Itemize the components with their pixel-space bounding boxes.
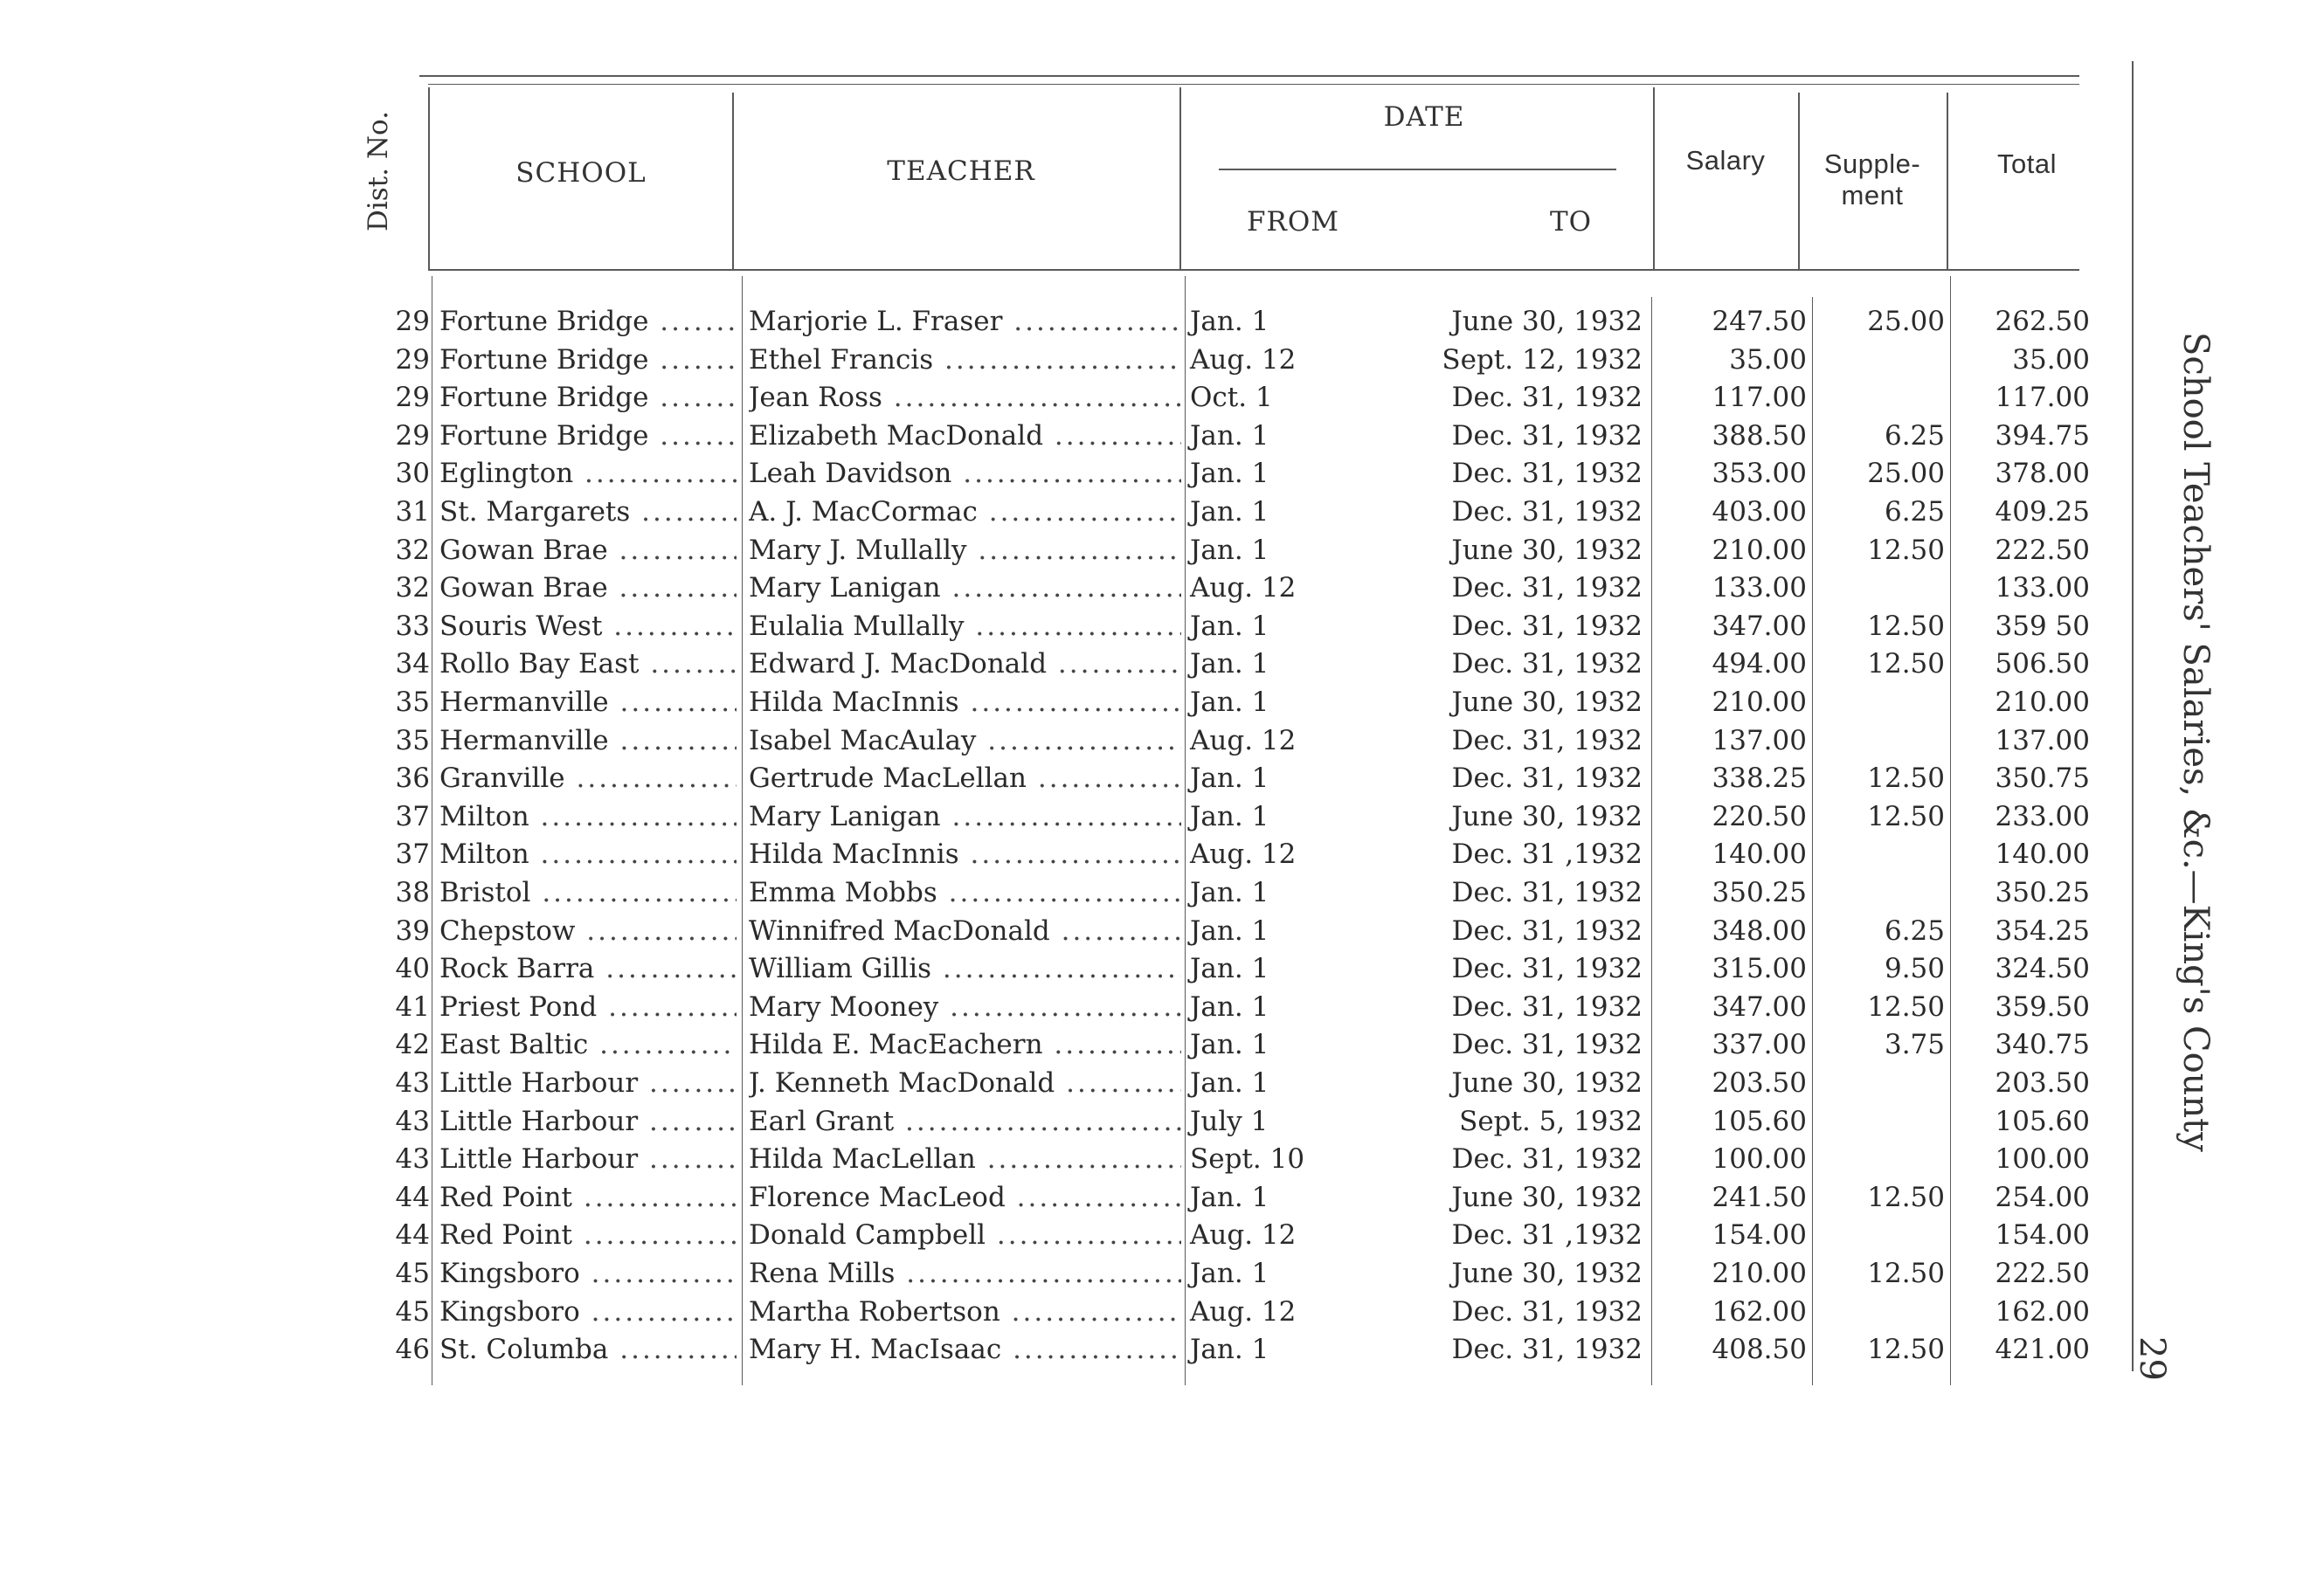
teacher-cell: Eulalia Mullally ..... [749,608,1181,646]
teacher-cell: Hilda E. MacEachern ..... [749,1026,1181,1065]
table-row [0,950,2324,989]
dist-cell: 32 [395,534,430,566]
teacher-cell: Mary J. Mullally ..... [749,532,1181,570]
salary-cell: 162.00 [1712,1295,1807,1328]
from-date-cell: Aug. 12 [1190,572,1297,604]
table-row [0,874,2324,913]
dist-cell: 45 [395,1258,430,1289]
supplement-cell: 12.50 [1867,800,1945,832]
from-date-cell: Aug. 12 [1190,1219,1297,1252]
supplement-cell: 12.50 [1867,534,1945,566]
header-bottom-rule [428,269,2079,271]
salary-cell: 210.00 [1712,687,1807,718]
from-date-cell: Jan. 1 [1190,648,1269,680]
school-cell: Souris West ..... [439,608,737,646]
total-cell: 154.00 [1995,1219,2090,1252]
table-row [0,1103,2324,1142]
to-date-cell: Sept. 12, 1932 [1442,343,1643,376]
total-cell: 421.00 [1995,1334,2090,1366]
to-date-cell: Dec. 31, 1932 [1451,877,1643,908]
from-date-cell: Jan. 1 [1190,1029,1269,1061]
total-cell: 35.00 [2012,343,2090,376]
teacher-cell: Earl Grant ..... [749,1103,1181,1142]
dist-cell: 39 [395,914,430,947]
salary-cell: 133.00 [1712,572,1807,604]
total-cell: 359.50 [1995,990,2090,1023]
teacher-cell: Mary Lanigan ..... [749,798,1181,837]
dist-cell: 44 [395,1181,430,1213]
dist-cell: 42 [395,1029,430,1061]
col-divider [1947,93,1948,269]
salary-cell: 154.00 [1712,1219,1807,1252]
supplement-cell: 12.50 [1867,762,1945,795]
total-cell: 133.00 [1995,572,2090,604]
salary-cell: 210.00 [1712,534,1807,566]
header-dist-no: Dist. No. [363,111,394,231]
total-cell: 324.50 [1995,953,2090,985]
total-cell: 222.50 [1995,534,2090,566]
to-date-cell: June 30, 1932 [1451,800,1643,832]
salary-cell: 203.50 [1712,1067,1807,1099]
header-teacher: TEACHER [887,155,1035,187]
from-date-cell: Jan. 1 [1190,496,1269,528]
from-date-cell: Jan. 1 [1190,687,1269,718]
to-date-cell: Dec. 31, 1932 [1451,458,1643,490]
salary-cell: 337.00 [1712,1029,1807,1061]
dist-cell: 40 [395,953,430,985]
table-row [0,493,2324,532]
table-row [0,760,2324,798]
dist-cell: 34 [395,648,430,680]
school-cell: St. Columba ..... [439,1331,737,1370]
to-date-cell: June 30, 1932 [1451,534,1643,566]
dist-cell: 35 [395,687,430,718]
to-date-cell: Dec. 31, 1932 [1451,762,1643,795]
to-date-cell: Dec. 31, 1932 [1451,724,1643,756]
table-row [0,379,2324,417]
to-date-cell: Dec. 31, 1932 [1451,1295,1643,1328]
header-to: TO [1550,206,1593,238]
from-date-cell: Aug. 12 [1190,343,1297,376]
supplement-cell: 6.25 [1884,419,1945,452]
supplement-cell: 25.00 [1867,306,1945,337]
teacher-cell: Ethel Francis ..... [749,342,1181,380]
table-row [0,532,2324,570]
supplement-cell: 6.25 [1884,496,1945,528]
from-date-cell: Jan. 1 [1190,306,1269,337]
teacher-cell: Mary H. MacIsaac ..... [749,1331,1181,1370]
page-number: 29 [2132,1336,2172,1381]
teacher-cell: Edward J. MacDonald ..... [749,645,1181,684]
teacher-cell: Donald Campbell ..... [749,1217,1181,1255]
dist-cell: 32 [395,572,430,604]
table-row [0,303,2324,342]
to-date-cell: Dec. 31, 1932 [1451,1143,1643,1176]
from-date-cell: Aug. 12 [1190,724,1297,756]
teacher-cell: Winnifred MacDonald ..... [749,913,1181,951]
dist-cell: 43 [395,1143,430,1176]
table-row [0,1141,2324,1179]
salary-cell: 403.00 [1712,496,1807,528]
header-supplement-line2: ment [1841,180,1904,210]
from-date-cell: Jan. 1 [1190,458,1269,490]
supplement-cell: 9.50 [1884,953,1945,985]
col-divider [1798,93,1800,269]
school-cell: Kingsboro ..... [439,1294,737,1332]
table-row [0,1065,2324,1103]
to-date-cell: June 30, 1932 [1451,1181,1643,1213]
school-cell: Little Harbour ..... [439,1103,737,1142]
school-cell: Hermanville ..... [439,722,737,761]
dist-cell: 44 [395,1219,430,1252]
table-row [0,798,2324,837]
to-date-cell: Dec. 31, 1932 [1451,382,1643,414]
salary-cell: 494.00 [1712,648,1807,680]
supplement-cell: 12.50 [1867,990,1945,1023]
dist-cell: 29 [395,343,430,376]
teacher-cell: Hilda MacLellan ..... [749,1141,1181,1179]
school-cell: Red Point ..... [439,1179,737,1218]
header-date: DATE [1383,101,1465,133]
table-row [0,1294,2324,1332]
teacher-cell: Marjorie L. Fraser ..... [749,303,1181,342]
to-date-cell: Dec. 31, 1932 [1451,1334,1643,1366]
from-date-cell: Oct. 1 [1190,382,1273,414]
from-date-cell: Jan. 1 [1190,1334,1269,1366]
teacher-cell: Mary Mooney ..... [749,989,1181,1027]
from-date-cell: Jan. 1 [1190,914,1269,947]
from-date-cell: Jan. 1 [1190,1067,1269,1099]
school-cell: Priest Pond ..... [439,989,737,1027]
total-cell: 378.00 [1995,458,2090,490]
from-date-cell: Jan. 1 [1190,1181,1269,1213]
dist-cell: 37 [395,838,430,871]
teacher-cell: Elizabeth MacDonald ..... [749,417,1181,456]
dist-cell: 35 [395,724,430,756]
salary-cell: 347.00 [1712,990,1807,1023]
total-cell: 254.00 [1995,1181,2090,1213]
top-rule-second [428,84,2079,85]
to-date-cell: Dec. 31, 1932 [1451,990,1643,1023]
salary-cell: 348.00 [1712,914,1807,947]
table-row [0,684,2324,722]
dist-cell: 37 [395,800,430,832]
supplement-cell: 12.50 [1867,1181,1945,1213]
to-date-cell: Dec. 31 ,1932 [1451,838,1643,871]
total-cell: 140.00 [1995,838,2090,871]
to-date-cell: June 30, 1932 [1451,306,1643,337]
school-cell: Fortune Bridge ..... [439,417,737,456]
total-cell: 506.50 [1995,648,2090,680]
table-row [0,569,2324,608]
header-from: FROM [1247,206,1340,238]
teacher-cell: Rena Mills ..... [749,1255,1181,1294]
salary-cell: 315.00 [1712,953,1807,985]
school-cell: Rock Barra ..... [439,950,737,989]
total-cell: 233.00 [1995,800,2090,832]
salary-cell: 210.00 [1712,1258,1807,1289]
table-row [0,342,2324,380]
col-divider [1179,87,1181,269]
from-date-cell: Aug. 12 [1190,838,1297,871]
total-cell: 100.00 [1995,1143,2090,1176]
salary-cell: 350.25 [1712,877,1807,908]
supplement-cell: 12.50 [1867,1258,1945,1289]
salary-cell: 347.00 [1712,610,1807,642]
salary-cell: 388.50 [1712,419,1807,452]
salary-cell: 140.00 [1712,838,1807,871]
dist-cell: 43 [395,1067,430,1099]
dist-cell: 38 [395,877,430,908]
total-cell: 210.00 [1995,687,2090,718]
table-row [0,645,2324,684]
salary-cell: 408.50 [1712,1334,1807,1366]
teacher-cell: Martha Robertson ..... [749,1294,1181,1332]
header-supplement-line1: Supple- [1823,148,1921,179]
supplement-cell: 25.00 [1867,458,1945,490]
table-row [0,989,2324,1027]
from-date-cell: Sept. 10 [1190,1143,1305,1176]
school-cell: Milton ..... [439,836,737,874]
dist-cell: 30 [395,458,430,490]
col-divider [1653,87,1655,269]
supplement-cell: 12.50 [1867,648,1945,680]
from-date-cell: Jan. 1 [1190,610,1269,642]
teacher-cell: A. J. MacCormac ..... [749,493,1181,532]
to-date-cell: Dec. 31, 1932 [1451,496,1643,528]
school-cell: Rollo Bay East ..... [439,645,737,684]
dist-cell: 29 [395,419,430,452]
salary-cell: 338.25 [1712,762,1807,795]
total-cell: 354.25 [1995,914,2090,947]
school-cell: Red Point ..... [439,1217,737,1255]
salary-cell: 241.50 [1712,1181,1807,1213]
salary-cell: 117.00 [1712,382,1807,414]
school-cell: Fortune Bridge ..... [439,379,737,417]
salary-cell: 100.00 [1712,1143,1807,1176]
school-cell: Gowan Brae ..... [439,569,737,608]
teacher-cell: Mary Lanigan ..... [749,569,1181,608]
to-date-cell: Dec. 31, 1932 [1451,1029,1643,1061]
school-cell: Eglington ..... [439,455,737,493]
dist-cell: 33 [395,610,430,642]
teacher-cell: Florence MacLeod ..... [749,1179,1181,1218]
school-cell: Little Harbour ..... [439,1065,737,1103]
table-row [0,455,2324,493]
from-date-cell: July 1 [1190,1105,1269,1137]
from-date-cell: Aug. 12 [1190,1295,1297,1328]
from-date-cell: Jan. 1 [1190,1258,1269,1289]
header-school: SCHOOL [515,157,647,189]
to-date-cell: Sept. 5, 1932 [1459,1105,1643,1137]
dist-cell: 29 [395,382,430,414]
table-row [0,417,2324,456]
supplement-cell: 12.50 [1867,610,1945,642]
top-rule [419,75,2079,77]
dist-cell: 29 [395,306,430,337]
salary-cell: 137.00 [1712,724,1807,756]
table-row [0,1217,2324,1255]
teacher-cell: Hilda MacInnis ..... [749,836,1181,874]
school-cell: Hermanville ..... [439,684,737,722]
school-cell: St. Margarets ..... [439,493,737,532]
table-row [0,722,2324,761]
table-row [0,1026,2324,1065]
table-row [0,836,2324,874]
table-row [0,1331,2324,1370]
school-cell: Gowan Brae ..... [439,532,737,570]
dist-cell: 31 [395,496,430,528]
teacher-cell: Hilda MacInnis ..... [749,684,1181,722]
school-cell: Fortune Bridge ..... [439,342,737,380]
col-divider [428,87,430,269]
total-cell: 203.50 [1995,1067,2090,1099]
school-cell: Milton ..... [439,798,737,837]
teacher-cell: Leah Davidson ..... [749,455,1181,493]
col-divider [732,93,734,269]
table-row [0,608,2324,646]
salary-cell: 220.50 [1712,800,1807,832]
from-date-cell: Jan. 1 [1190,953,1269,985]
table-row [0,1255,2324,1294]
total-cell: 350.75 [1995,762,2090,795]
teacher-cell: Emma Mobbs ..... [749,874,1181,913]
from-date-cell: Jan. 1 [1190,800,1269,832]
from-date-cell: Jan. 1 [1190,990,1269,1023]
teacher-cell: Isabel MacAulay ..... [749,722,1181,761]
to-date-cell: Dec. 31, 1932 [1451,419,1643,452]
total-cell: 359 50 [1995,610,2090,642]
from-date-cell: Jan. 1 [1190,419,1269,452]
dist-cell: 41 [395,990,430,1023]
total-cell: 340.75 [1995,1029,2090,1061]
salary-cell: 105.60 [1712,1105,1807,1137]
school-cell: East Baltic ..... [439,1026,737,1065]
to-date-cell: June 30, 1932 [1451,1258,1643,1289]
dist-cell: 43 [395,1105,430,1137]
dist-cell: 46 [395,1334,430,1366]
total-cell: 262.50 [1995,306,2090,337]
to-date-cell: Dec. 31, 1932 [1451,953,1643,985]
total-cell: 162.00 [1995,1295,2090,1328]
total-cell: 409.25 [1995,496,2090,528]
salary-cell: 247.50 [1712,306,1807,337]
school-cell: Chepstow ..... [439,913,737,951]
supplement-cell: 3.75 [1884,1029,1945,1061]
teacher-cell: Jean Ross ..... [749,379,1181,417]
school-cell: Little Harbour ..... [439,1141,737,1179]
table-row [0,1179,2324,1218]
salary-cell: 353.00 [1712,458,1807,490]
table-row [0,913,2324,951]
header-salary: Salary [1685,145,1766,176]
to-date-cell: Dec. 31, 1932 [1451,572,1643,604]
school-cell: Kingsboro ..... [439,1255,737,1294]
to-date-cell: Dec. 31, 1932 [1451,914,1643,947]
from-date-cell: Jan. 1 [1190,877,1269,908]
supplement-cell: 12.50 [1867,1334,1945,1366]
teacher-cell: J. Kenneth MacDonald ..... [749,1065,1181,1103]
teacher-cell: Gertrude MacLellan ..... [749,760,1181,798]
total-cell: 117.00 [1995,382,2090,414]
header-total: Total [1997,148,2057,179]
school-cell: Granville ..... [439,760,737,798]
supplement-cell: 6.25 [1884,914,1945,947]
total-cell: 222.50 [1995,1258,2090,1289]
date-divider-rule [1219,169,1616,170]
to-date-cell: Dec. 31, 1932 [1451,648,1643,680]
total-cell: 394.75 [1995,419,2090,452]
from-date-cell: Jan. 1 [1190,534,1269,566]
salary-cell: 35.00 [1729,343,1807,376]
to-date-cell: Dec. 31 ,1932 [1451,1219,1643,1252]
dist-cell: 45 [395,1295,430,1328]
school-cell: Bristol ..... [439,874,737,913]
to-date-cell: Dec. 31, 1932 [1451,610,1643,642]
running-title: School Teachers' Salaries, &c.—King's County [2175,332,2216,1152]
total-cell: 137.00 [1995,724,2090,756]
school-cell: Fortune Bridge ..... [439,303,737,342]
dist-cell: 36 [395,762,430,795]
from-date-cell: Jan. 1 [1190,762,1269,795]
to-date-cell: June 30, 1932 [1451,1067,1643,1099]
total-cell: 350.25 [1995,877,2090,908]
total-cell: 105.60 [1995,1105,2090,1137]
to-date-cell: June 30, 1932 [1451,687,1643,718]
teacher-cell: William Gillis ..... [749,950,1181,989]
